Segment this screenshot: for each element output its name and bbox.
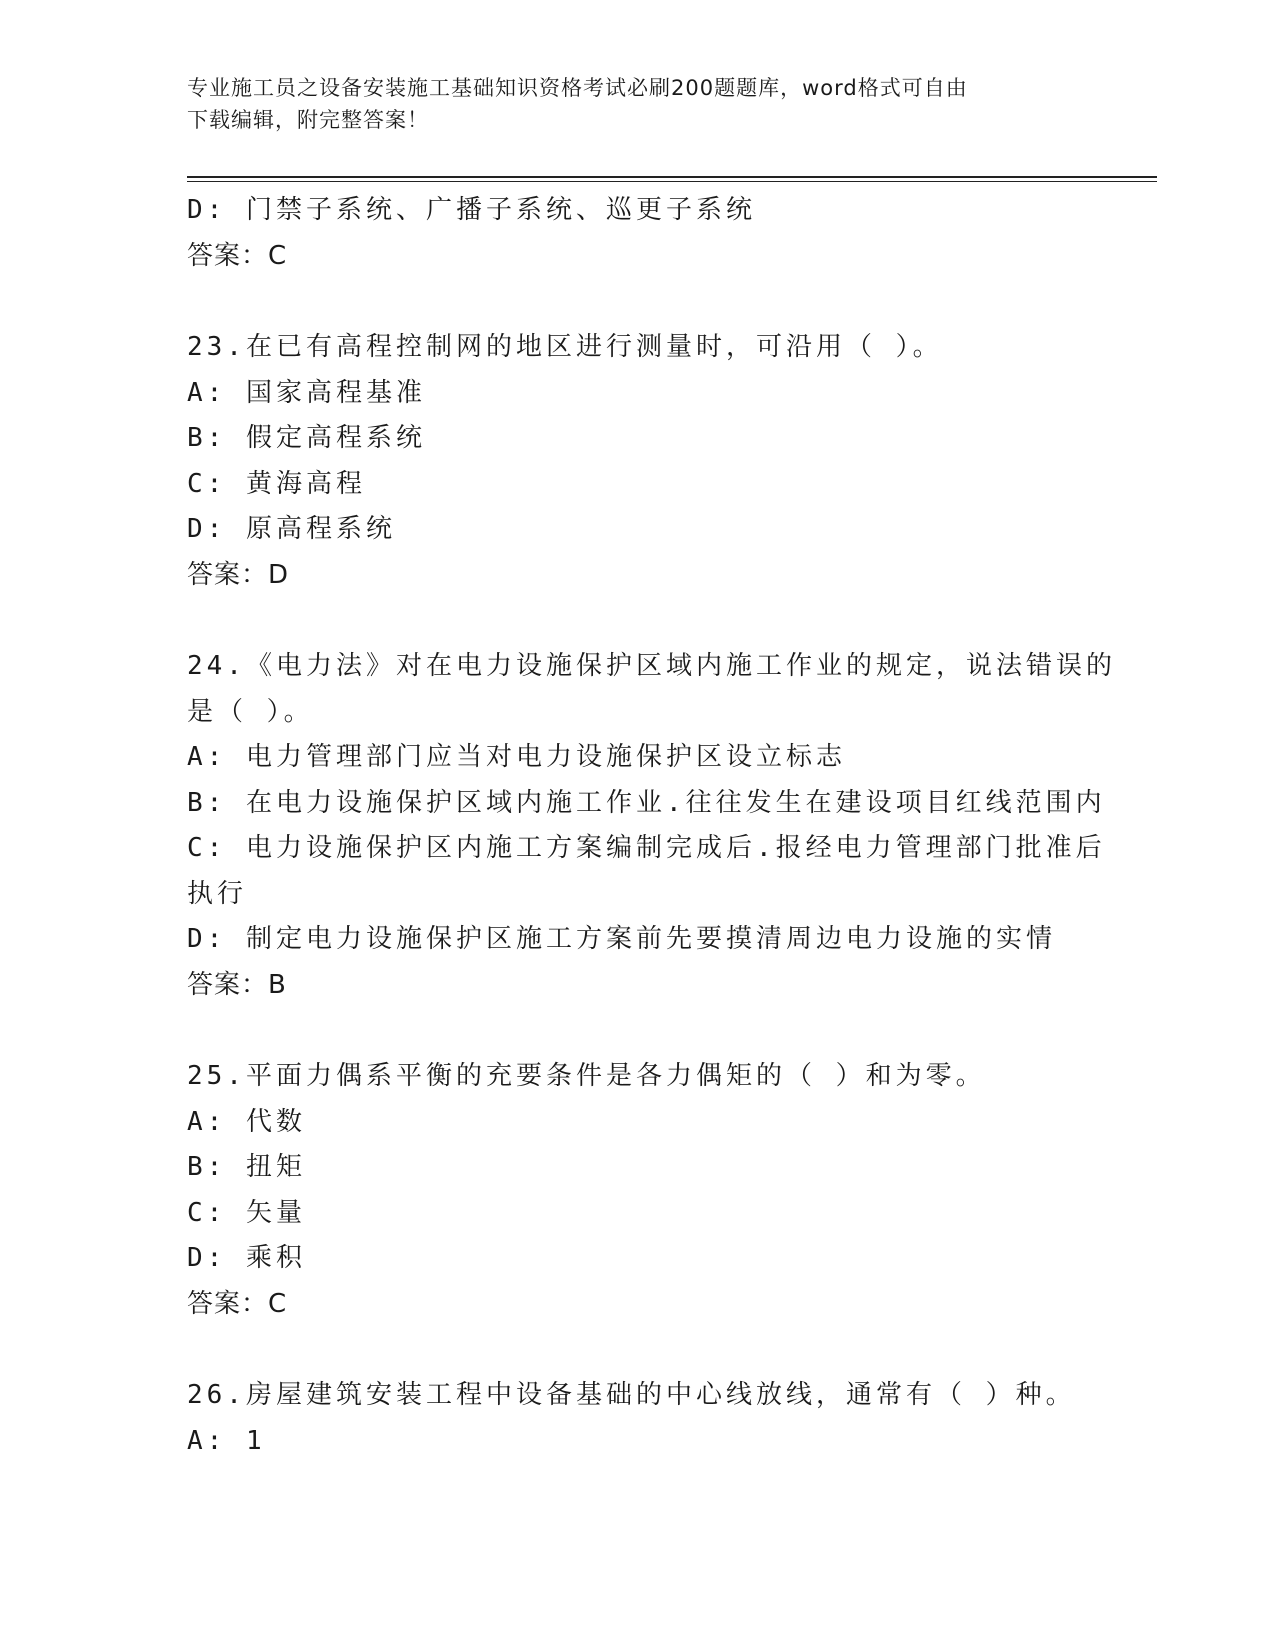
question-text: 26.房屋建筑安装工程中设备基础的中心线放线，通常有（ ）种。 [187,1380,1076,1410]
option-d: D: 乘积 [187,1243,306,1273]
question-list [187,188,1116,1464]
option-d: D: 门禁子系统、广播子系统、巡更子系统 [187,195,756,225]
option-a: A: 1 [187,1425,266,1456]
question-text-line-1: 24.《电力法》对在电力设施保护区域内施工作业的规定，说法错误的 [187,651,1116,681]
question-text: 25.平面力偶系平衡的充要条件是各力偶矩的（ ）和为零。 [187,1061,986,1091]
option-b: B: 假定高程系统 [187,423,426,453]
spacer [187,598,1087,644]
answer-line: 答案：B [187,969,287,1000]
header-line-1: 专业施工员之设备安装施工基础知识资格考试必刷200题题库，word格式可自由 [187,76,968,100]
question-block-22 [187,188,1087,279]
answer-line: 答案：D [187,559,290,590]
option-b: B: 在电力设施保护区域内施工作业.往往发生在建设项目红线范围内 [187,787,1106,818]
option-c-continuation: 执行 [187,878,248,909]
question-text: 23.在已有高程控制网的地区进行测量时，可沿用（ ）。 [187,332,943,362]
option-c: C: 黄海高程 [187,468,366,499]
spacer [187,1008,1087,1054]
question-block-26 [187,1373,1087,1464]
option-c: C: 电力设施保护区内施工方案编制完成后.报经电力管理部门批准后 [187,833,1106,863]
option-a: A: 国家高程基准 [187,377,426,408]
question-block-25 [187,1054,1087,1327]
question-text-line-2: 是（ ）。 [187,696,314,727]
option-c: C: 矢量 [187,1197,306,1228]
option-a: A: 代数 [187,1106,306,1137]
answer-line: 答案：C [187,240,288,271]
option-d: D: 原高程系统 [187,514,396,544]
question-block-24 [187,644,1116,1008]
document-header [187,72,1087,136]
header-divider-thick [187,176,1157,178]
header-divider-thin [187,181,1157,182]
question-block-23 [187,325,1087,598]
option-a: A: 电力管理部门应当对电力设施保护区设立标志 [187,742,846,772]
option-b: B: 扭矩 [187,1152,306,1182]
answer-line: 答案：C [187,1288,288,1319]
option-d: D: 制定电力设施保护区施工方案前先要摸清周边电力设施的实情 [187,924,1056,954]
spacer [187,1327,1087,1373]
header-line-2: 下载编辑，附完整答案！ [187,108,429,132]
spacer [187,279,1087,325]
